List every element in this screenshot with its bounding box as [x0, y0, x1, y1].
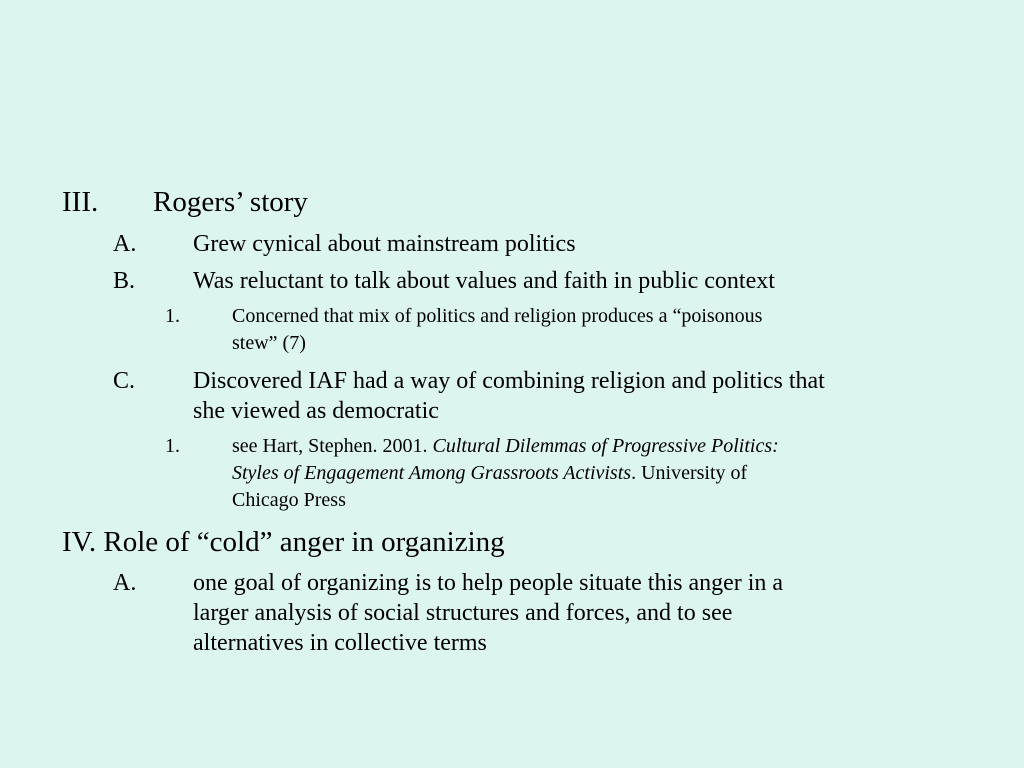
section-3-marker: III. — [62, 186, 99, 218]
section-3-title: Rogers’ story — [153, 186, 308, 218]
item-b-sub-1-marker: 1. — [165, 305, 180, 327]
item-c-line-1: Discovered IAF had a way of combining religion and politics that — [193, 368, 825, 394]
section-4-title: IV. Role of “cold” anger in organizing — [62, 526, 505, 558]
section-4-item-a-line-3: alternatives in collective terms — [193, 630, 487, 656]
item-c-marker: C. — [113, 368, 136, 394]
citation-publisher-prefix: . University of — [631, 462, 748, 484]
item-c-sub-1-line-1 — [232, 433, 779, 460]
citation-prefix: see Hart, Stephen. 2001. — [232, 435, 433, 457]
section-4-item-a-marker: A. — [113, 570, 137, 596]
item-b-sub-1-line-1: Concerned that mix of politics and religion produces a “poisonous — [232, 305, 763, 327]
book-title-part-1: Cultural Dilemmas of Progressive Politics: — [432, 435, 779, 457]
item-a-text: Grew cynical about mainstream politics — [193, 231, 576, 257]
item-c-sub-1-line-3: Chicago Press — [232, 489, 346, 511]
item-a-marker: A. — [113, 231, 137, 257]
book-title-part-2: Styles of Engagement Among Grassroots Activists — [232, 462, 632, 484]
item-c-sub-1-line-2 — [232, 460, 747, 487]
item-c-line-2: she viewed as democratic — [193, 398, 439, 424]
section-4-item-a-line-1: one goal of organizing is to help people situate this anger in a — [193, 570, 784, 596]
section-4-item-a-line-2: larger analysis of social structures and forces, and to see — [193, 600, 733, 626]
item-c-sub-1-marker: 1. — [165, 435, 180, 457]
item-b-text: Was reluctant to talk about values and faith in public context — [193, 268, 775, 294]
item-b-marker: B. — [113, 268, 136, 294]
item-b-sub-1-line-2: stew” (7) — [232, 332, 306, 354]
